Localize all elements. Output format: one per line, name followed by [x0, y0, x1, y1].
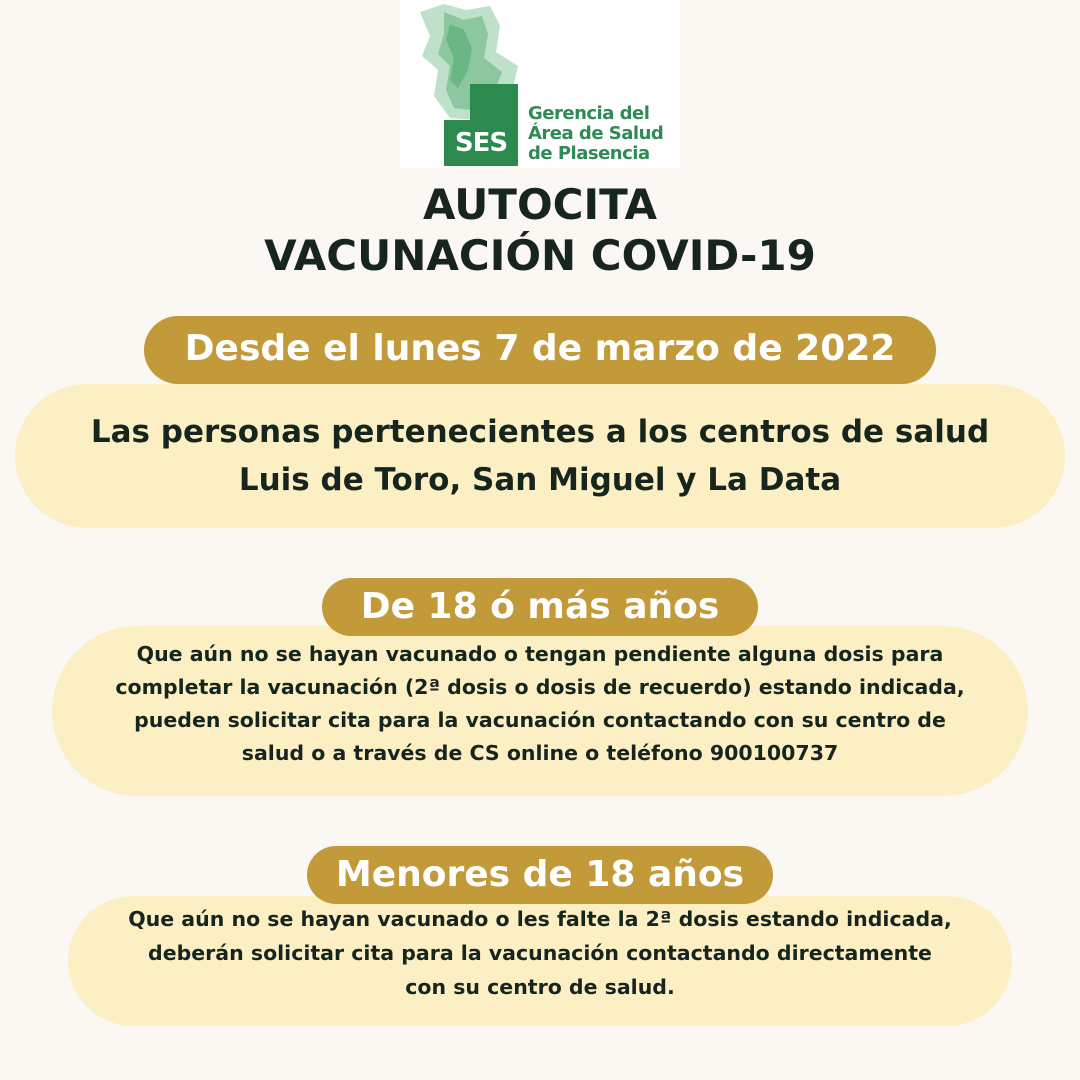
- minors-info-box: [68, 896, 1012, 1026]
- group-line: Luis de Toro, San Miguel y La Data: [238, 462, 842, 498]
- logo-text: [528, 104, 663, 164]
- ses-badge: SES: [444, 120, 518, 166]
- page-title-line2: VACUNACIÓN COVID-19: [264, 231, 816, 280]
- adults-info-box: [52, 626, 1028, 796]
- page-title-line1: AUTOCITA: [422, 180, 657, 229]
- minors-line: deberán solicitar cita para la vacunación contactando directamente: [148, 941, 932, 965]
- logo-line: Gerencia del: [528, 103, 650, 124]
- minors-line: Que aún no se hayan vacunado o les falte la 2ª dosis estando indicada,: [128, 907, 952, 931]
- logo-line: de Plasencia: [528, 143, 650, 164]
- adults-line: salud o a través de CS online o teléfono 900100737: [241, 741, 839, 765]
- target-group-box: [15, 384, 1065, 528]
- group-line: Las personas pertenecientes a los centros de salud: [90, 414, 990, 450]
- date-badge: Desde el lunes 7 de marzo de 2022: [144, 316, 936, 384]
- minors-line: con su centro de salud.: [405, 975, 675, 999]
- logo-line: Área de Salud: [528, 123, 664, 144]
- adults-heading: De 18 ó más años: [322, 578, 758, 636]
- adults-line: pueden solicitar cita para la vacunación contactando con su centro de: [134, 708, 946, 732]
- minors-heading: Menores de 18 años: [307, 846, 773, 904]
- ses-logo: [400, 0, 680, 168]
- adults-line: Que aún no se hayan vacunado o tengan pendiente alguna dosis para: [136, 642, 944, 666]
- adults-line: completar la vacunación (2ª dosis o dosis de recuerdo) estando indicada,: [115, 675, 965, 699]
